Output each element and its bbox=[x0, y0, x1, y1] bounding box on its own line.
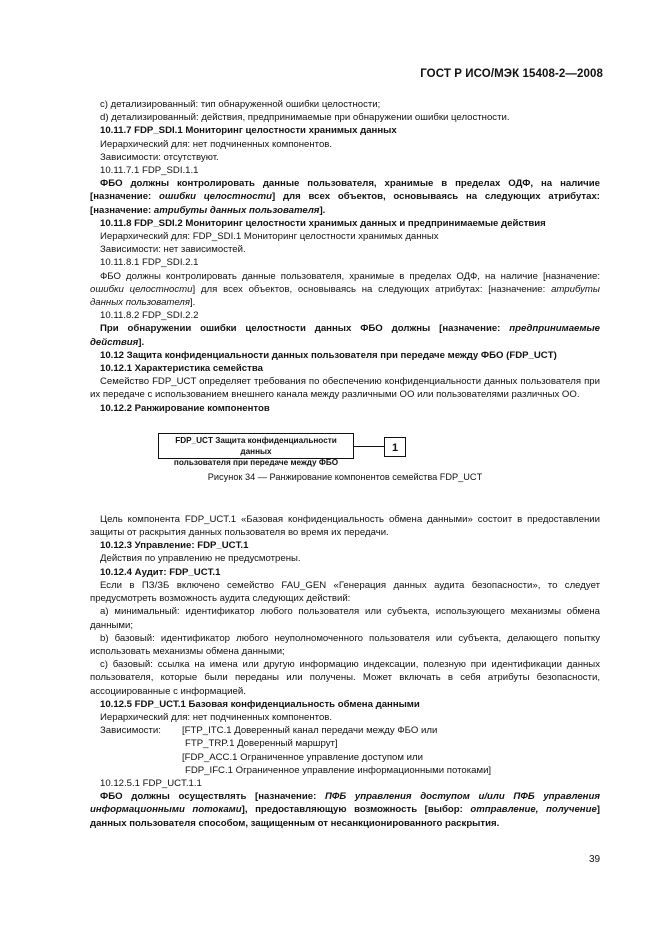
requirement-text: ФБО должны контролировать данные пользователя, хранимые в пределах ОДФ, на наличие [назначение: ошибки целостности] для всех объектов, основываясь на следующих атрибутах: [назначение: атрибуты данных пользователя]. bbox=[90, 270, 600, 309]
family-box-line: FDP_UCT Защита конфиденциальности данных bbox=[175, 435, 337, 456]
section-heading: 10.12.3 Управление: FDP_UCT.1 bbox=[100, 540, 249, 552]
text-line: Иерархический для: FDP_SDI.1 Мониторинг целостности хранимых данных bbox=[100, 231, 439, 243]
requirement-text: При обнаружении ошибки целостности данных ФБО должны [назначение: предпринимаемые действия]. bbox=[90, 323, 600, 348]
section-heading: 10.12 Защита конфиденциальности данных пользователя при передаче между ФБО (FDP_UCT) bbox=[100, 349, 557, 361]
text-line: 10.11.8.1 FDP_SDI.2.1 bbox=[100, 257, 199, 269]
section-heading: 10.11.8 FDP_SDI.2 Мониторинг целостности хранимых данных и предпринимаемые действия bbox=[100, 217, 546, 229]
page-body bbox=[90, 98, 600, 830]
family-box bbox=[158, 433, 354, 467]
section-heading: 10.12.1 Характеристика семейства bbox=[100, 363, 263, 375]
dependency-item: [FDP_ACC.1 Ограниченное управление доступом или bbox=[182, 751, 423, 763]
text-line: Иерархический для: нет подчиненных компонентов. bbox=[100, 138, 333, 150]
text-line: 10.11.7.1 FDP_SDI.1.1 bbox=[100, 165, 199, 177]
requirement-text: ФБО должны осуществлять [назначение: ПФБ управления доступом и/или ПФБ управления информационными потоками], предоставляющую возможность [выбор: отправление, получение] данных пользователя способом, защищенным от несанкционированного раскрытия. bbox=[90, 791, 600, 829]
connector-line bbox=[354, 446, 384, 447]
paragraph: а) минимальный: идентификатор любого пользователя или субъекта, использующего механизмы обмена данными; bbox=[90, 606, 600, 631]
page-number: 39 bbox=[589, 854, 601, 865]
text-line: Иерархический для: нет подчиненных компонентов. bbox=[100, 711, 333, 723]
text-line: c) детализированный: тип обнаруженной ошибки целостности; bbox=[100, 99, 381, 110]
section-heading: 10.12.5 FDP_UCT.1 Базовая конфиденциальность обмена данными bbox=[100, 698, 420, 710]
section-heading: 10.11.7 FDP_SDI.1 Мониторинг целостности хранимых данных bbox=[100, 125, 397, 137]
paragraph: b) базовый: идентификатор любого неуполномоченного пользователя или субъекта, делающего попытку использовать механизмы обмена данными; bbox=[90, 632, 600, 657]
text-line: Зависимости: нет зависимостей. bbox=[100, 244, 246, 256]
dependencies-list bbox=[182, 724, 600, 777]
paragraph: Цель компонента FDP_UCT.1 «Базовая конфиденциальность обмена данными» состоит в предоставлении защиты от раскрытия данных пользователя во время их передачи. bbox=[90, 513, 600, 539]
figure-caption: Рисунок 34 — Ранжирование компонентов семейства FDP_UCT bbox=[207, 471, 483, 482]
requirement-text: ФБО должны контролировать данные пользователя, хранимые в пределах ОДФ, на наличие [назначение: ошибки целостности] для всех объектов, основываясь на следующих атрибутах: [назначение: атрибуты данных пользователя]. bbox=[90, 178, 600, 216]
text-line: d) детализированный: действия, предпринимаемые при обнаружении ошибки целостности. bbox=[100, 112, 510, 124]
paragraph: Если в ПЗ/ЗБ включено семейство FAU_GEN «Генерация данных аудита безопасности», то следует предусмотреть возможность аудита следующих действий: bbox=[90, 579, 600, 605]
component-figure bbox=[90, 421, 600, 493]
section-heading: 10.12.2 Ранжирование компонентов bbox=[100, 402, 270, 414]
text-line: 10.12.5.1 FDP_UCT.1.1 bbox=[100, 777, 202, 789]
family-box-line: пользователя при передаче между ФБО bbox=[173, 457, 339, 467]
component-box: 1 bbox=[384, 437, 406, 457]
dependency-item: FDP_IFC.1 Ограниченное управление информационными потоками] bbox=[185, 764, 492, 776]
dependency-item: FTP_TRP.1 Доверенный маршрут] bbox=[185, 738, 338, 750]
dependencies-label: Зависимости: bbox=[100, 725, 161, 737]
dependencies bbox=[90, 724, 600, 777]
text-line: Зависимости: отсутствуют. bbox=[100, 151, 219, 163]
paragraph: Семейство FDP_UCT определяет требования по обеспечению конфиденциальности данных пользователя при их передаче с использованием внешнего канала между различными ОО или пользователями различных ОО. bbox=[90, 376, 600, 401]
text-line: Действия по управлению не предусмотрены. bbox=[100, 553, 301, 565]
text-line: 10.11.8.2 FDP_SDI.2.2 bbox=[100, 310, 199, 322]
dependency-item: [FTP_ITC.1 Доверенный канал передачи между ФБО или bbox=[182, 725, 438, 737]
paragraph: с) базовый: ссылка на имена или другую информацию индексации, полезную при идентификации данных пользователя, которые были переданы или получены. Может включать в себя атрибуты безопасности, ассоциированные с информацией. bbox=[90, 659, 600, 697]
section-heading: 10.12.4 Аудит: FDP_UCT.1 bbox=[100, 566, 221, 578]
page-header: ГОСТ Р ИСО/МЭК 15408-2—2008 bbox=[420, 68, 603, 80]
